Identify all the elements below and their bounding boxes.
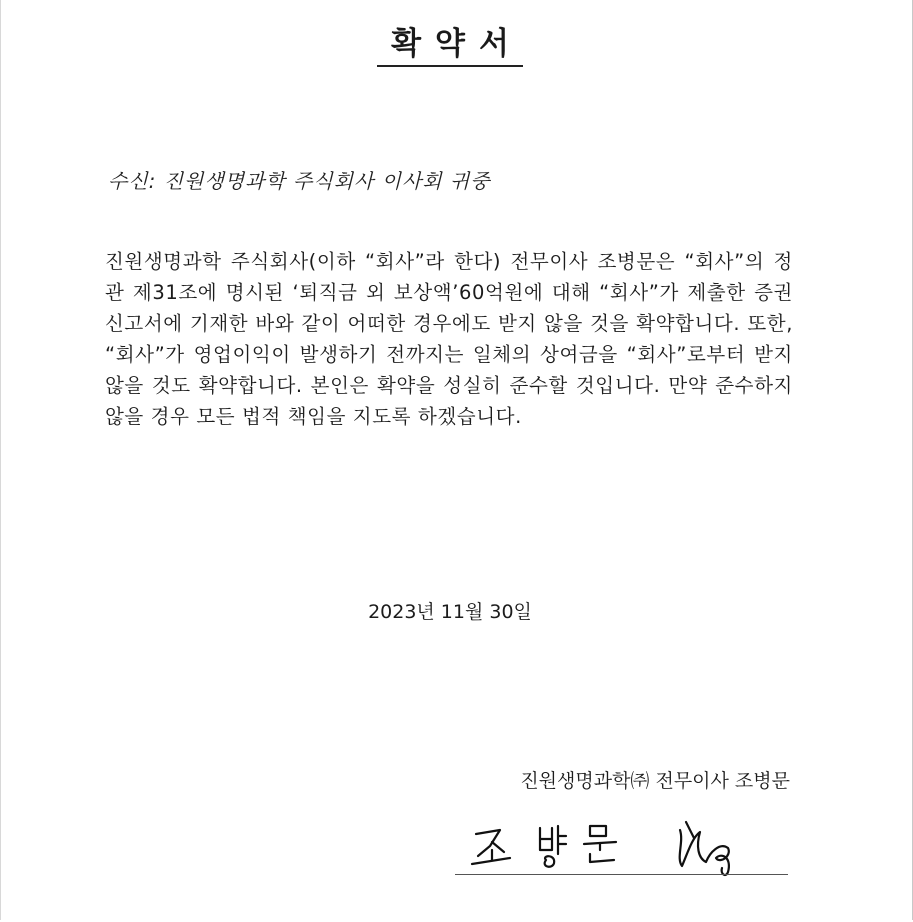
- document-date: 2023년 11월 30일: [368, 601, 532, 623]
- commitment-body: 진원생명과학 주식회사(이하 “회사”라 한다) 전무이사 조병문은 “회사”의 정관 제31조에 명시된 ‘퇴직금 외 보상액’60억원에 대해 “회사”가 제출한 증권신고서에 기재한 바와 같이 어떠한 경우에도 받지 않을 것을 확약합니다. 또한, “회사”가 영업이익이 발생하기 전까지는 일체의 상여금을 “회사”로부터 받지 않을 것도 확약합니다. 본인은 확약을 성실히 준수할 것입니다. 만약 준수하지 않을 경우 모든 법적 책임을 지도록 하겠습니다.: [105, 250, 793, 428]
- recipient-line: 수신: 진원생명과학 주식회사 이사회 귀중: [108, 169, 491, 193]
- handwritten-signature: [470, 812, 790, 880]
- document-title: 확약서: [0, 18, 900, 67]
- signature-line: [455, 874, 788, 875]
- signer-name: 진원생명과학㈜ 전무이사 조병문: [520, 770, 790, 792]
